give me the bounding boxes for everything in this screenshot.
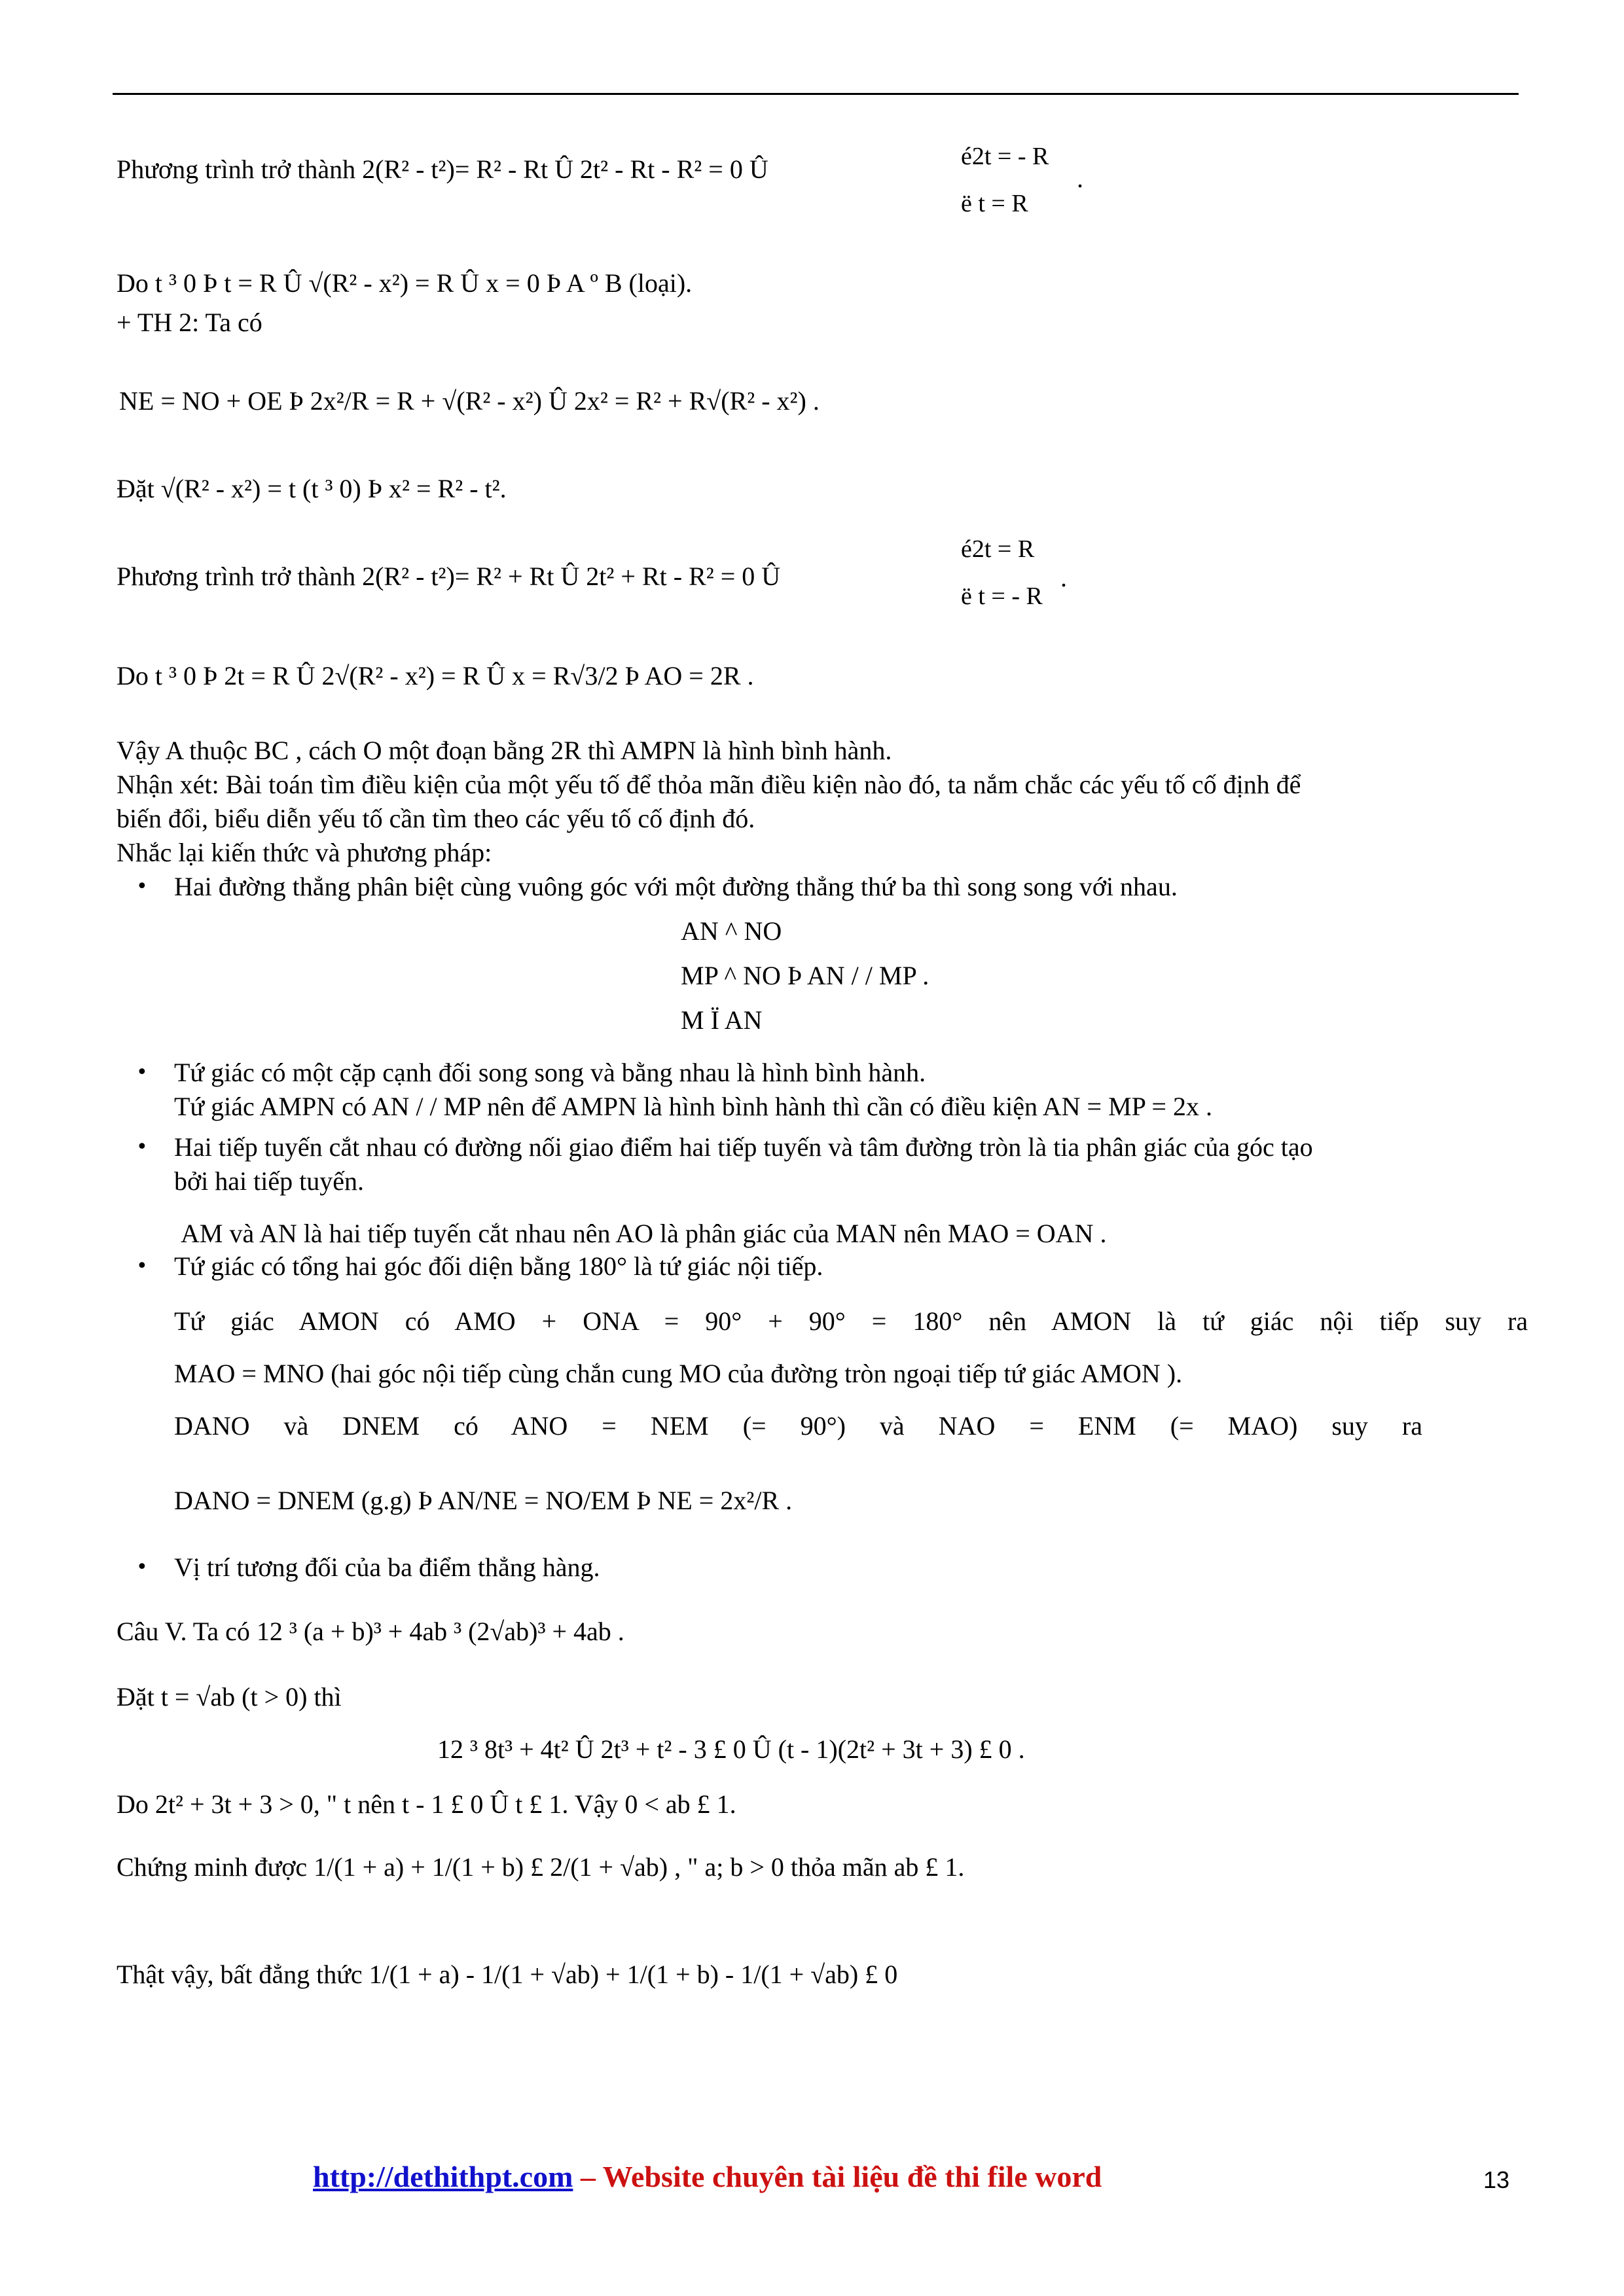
bullet-icon: •: [136, 1136, 148, 1158]
text-line: biến đổi, biểu diễn yếu tố cần tìm theo các yếu tố cố định đó.: [117, 804, 755, 833]
text-line: Tứ giác AMPN có AN / / MP nên để AMPN là hình bình hành thì cần có điều kiện AN = MP = 2x .: [174, 1092, 1212, 1121]
footer-tagline: – Website chuyên tài liệu đề thi file word: [573, 2160, 1102, 2193]
text-line: Do t ³ 0 Þ t = R Û √(R² - x²) = R Û x = 0 Þ A º B (loại).: [117, 268, 693, 298]
text-line: .: [1077, 164, 1083, 193]
bullet-text: Hai đường thẳng phân biệt cùng vuông góc với một đường thẳng thứ ba thì song song với nhau.: [174, 872, 1178, 901]
math-system-line: AN ^ NO: [681, 916, 782, 946]
text-line: Nhắc lại kiến thức và phương pháp:: [117, 838, 492, 867]
text-line: MAO = MNO (hai góc nội tiếp cùng chắn cung MO của đường tròn ngoại tiếp tứ giác AMON ).: [174, 1359, 1183, 1388]
text-line: Phương trình trở thành 2(R² - t²)= R² + Rt Û 2t² + Rt - R² = 0 Û: [117, 562, 781, 591]
footer: [313, 2160, 1102, 2195]
bullet-text: Tứ giác có một cặp cạnh đối song song và bằng nhau là hình bình hành.: [174, 1058, 926, 1087]
system-line-1: é2t = R: [961, 535, 1035, 563]
text-line: Đặt √(R² - x²) = t (t ³ 0) Þ x² = R² - t².: [117, 474, 507, 503]
text-line: Phương trình trở thành 2(R² - t²)= R² - Rt Û 2t² - Rt - R² = 0 Û: [117, 154, 768, 184]
text-line: Câu V. Ta có 12 ³ (a + b)³ + 4ab ³ (2√ab)³ + 4ab .: [117, 1617, 624, 1646]
bullet-text: Vị trí tương đối của ba điểm thẳng hàng.: [174, 1552, 600, 1582]
text-line: DANO = DNEM (g.g) Þ AN/NE = NO/EM Þ NE = 2x²/R .: [174, 1486, 793, 1515]
text-line: Nhận xét: Bài toán tìm điều kiện của một yếu tố để thỏa mãn điều kiện nào đó, ta nắm chắc các yếu tố cố định để: [117, 770, 1301, 799]
math-system-line: M Ï AN: [681, 1005, 763, 1035]
text-line: 12 ³ 8t³ + 4t² Û 2t³ + t² - 3 £ 0 Û (t - 1)(2t² + 3t + 3) £ 0 .: [437, 1734, 1025, 1764]
bullet-icon: •: [136, 1556, 148, 1579]
system-line-2: ë t = R: [961, 190, 1028, 217]
text-line: bởi hai tiếp tuyến.: [174, 1166, 364, 1196]
bullet-icon: •: [136, 875, 148, 898]
text-line: Thật vậy, bất đẳng thức 1/(1 + a) - 1/(1 + √ab) + 1/(1 + b) - 1/(1 + √ab) £ 0: [117, 1960, 898, 1989]
text-line: Vậy A thuộc BC , cách O một đoạn bằng 2R thì AMPN là hình bình hành.: [117, 736, 892, 765]
text-line: Do t ³ 0 Þ 2t = R Û 2√(R² - x²) = R Û x = R√3/2 Þ AO = 2R .: [117, 661, 754, 691]
text-line: DANO và DNEM có ANO = NEM (= 90°) và NAO = ENM (= MAO) suy ra: [174, 1411, 1422, 1441]
bullet-text: Tứ giác có tổng hai góc đối diện bằng 180° là tứ giác nội tiếp.: [174, 1251, 823, 1281]
text-line: AM và AN là hai tiếp tuyến cắt nhau nên AO là phân giác của MAN nên MAO = OAN .: [181, 1219, 1107, 1248]
footer-link[interactable]: http://dethithpt.com: [313, 2160, 573, 2193]
text-line: Chứng minh được 1/(1 + a) + 1/(1 + b) £ 2/(1 + √ab) , " a; b > 0 thỏa mãn ab £ 1.: [117, 1852, 965, 1882]
text-line: .: [1060, 563, 1067, 592]
system-line-1: é2t = - R: [961, 143, 1049, 170]
page-number: 13: [1483, 2166, 1510, 2193]
text-line: Tứ giác AMON có AMO + ONA = 90° + 90° = 180° nên AMON là tứ giác nội tiếp suy ra: [174, 1306, 1528, 1336]
system-line-2: ë t = - R: [961, 583, 1043, 610]
text-line: NE = NO + OE Þ 2x²/R = R + √(R² - x²) Û 2x² = R² + R√(R² - x²) .: [119, 386, 820, 416]
bullet-icon: •: [136, 1255, 148, 1278]
text-line: Do 2t² + 3t + 3 > 0, " t nên t - 1 £ 0 Û t £ 1. Vậy 0 < ab £ 1.: [117, 1789, 736, 1819]
math-system-line: MP ^ NO Þ AN / / MP .: [681, 961, 929, 990]
text-line: + TH 2: Ta có: [117, 308, 262, 337]
bullet-icon: •: [136, 1061, 148, 1084]
bullet-text: Hai tiếp tuyến cắt nhau có đường nối giao điểm hai tiếp tuyến và tâm đường tròn là tia phân giác của góc tạo: [174, 1132, 1313, 1162]
text-line: Đặt t = √ab (t > 0) thì: [117, 1682, 342, 1712]
header-rule: [113, 93, 1519, 95]
